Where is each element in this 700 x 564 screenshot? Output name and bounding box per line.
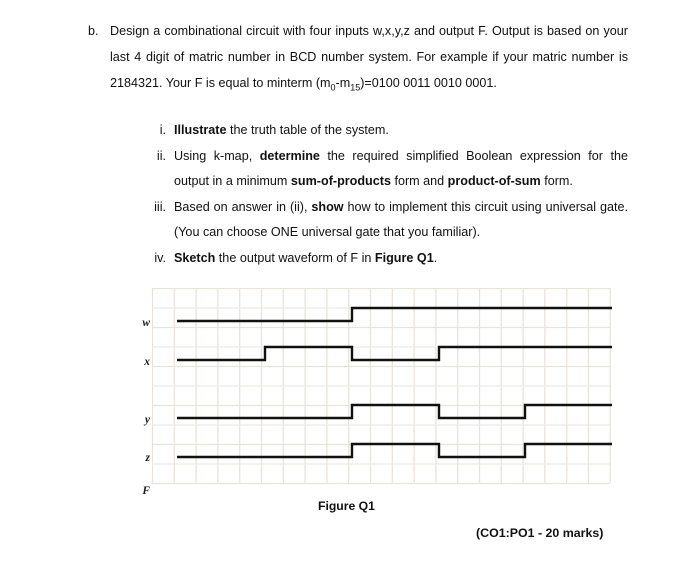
sub-item-i-text [174, 118, 628, 144]
sub-item-iii-tail: how to implement this circuit using universal gate. (You can choose ONE universal gate that you familiar). [174, 199, 628, 239]
waveform-w [177, 308, 612, 321]
sub-item-iii-text [174, 195, 628, 246]
question-b-marker: b. [88, 24, 99, 38]
waveform-y [177, 405, 612, 418]
sub-item-ii-mid-1: the required simplified Boolean expression for the output in a minimum [174, 148, 628, 188]
question-b-part-5: )=0100 0011 0010 0001. [360, 76, 497, 90]
sub-item-iii [140, 195, 628, 246]
sub-item-iv-tail: . [433, 250, 438, 265]
signal-label-w: w [142, 317, 150, 329]
question-b-part-1: Design a combinational circuit with four inputs w,x,y,z and output F. Output is based on your last 4 digit of matric number in BCD number system. For example if your matric number is 2184321. Your F is equal to minterm (m [110, 24, 628, 90]
waveform-traces [152, 288, 612, 485]
sub-item-ii-tail: form. [540, 174, 573, 188]
sub-item-iv-bold-sketch: Sketch [174, 250, 216, 265]
sub-item-iii-marker: iii. [154, 199, 166, 214]
waveform-figure [142, 288, 615, 497]
sub-item-ii-mid-2: form and [390, 174, 448, 188]
sub-item-ii-marker: ii. [156, 148, 166, 163]
sub-item-ii-bold-sop: sum-of-products [290, 174, 391, 188]
question-b [88, 18, 628, 101]
marks-footer: (CO1:PO1 - 20 marks) [476, 526, 604, 540]
question-b-text [110, 18, 628, 101]
question-b-row [88, 18, 628, 101]
question-b-part-3: -m [335, 76, 351, 90]
sub-item-ii-lead: Using k-map, [174, 148, 260, 163]
sub-item-iv-bold-figure: Figure Q1 [374, 250, 434, 265]
figure-caption: Figure Q1 [318, 499, 375, 513]
sub-item-i-bold: Illustrate [174, 123, 227, 137]
sub-item-iv [140, 246, 628, 272]
sub-item-iv-text [174, 246, 628, 272]
minterm-sub-0: 0 [330, 82, 336, 93]
sub-item-i-rest: the truth table of the system. [226, 123, 389, 137]
waveform-z [177, 444, 612, 457]
sub-item-iii-lead: Based on answer in (ii), [174, 199, 312, 214]
signal-label-x: x [144, 356, 150, 368]
sub-item-ii-text [174, 144, 628, 195]
signal-label-z: z [145, 452, 150, 464]
sub-question-list [140, 118, 628, 271]
sub-item-iii-bold-show: show [311, 199, 344, 214]
sub-item-i [140, 118, 628, 144]
sub-item-ii-bold-pos: product-of-sum [447, 174, 541, 188]
sub-item-ii-bold-determine: determine [259, 148, 320, 163]
sub-item-iv-marker: iv. [154, 250, 166, 265]
sub-item-ii [140, 144, 628, 195]
sub-item-i-marker: i. [159, 123, 166, 137]
minterm-sub-15: 15 [350, 82, 361, 93]
signal-label-y: y [144, 414, 150, 426]
waveform-x [177, 347, 612, 360]
sub-item-iv-mid: the output waveform of F in [215, 250, 375, 265]
signal-label-f: F [142, 485, 150, 497]
